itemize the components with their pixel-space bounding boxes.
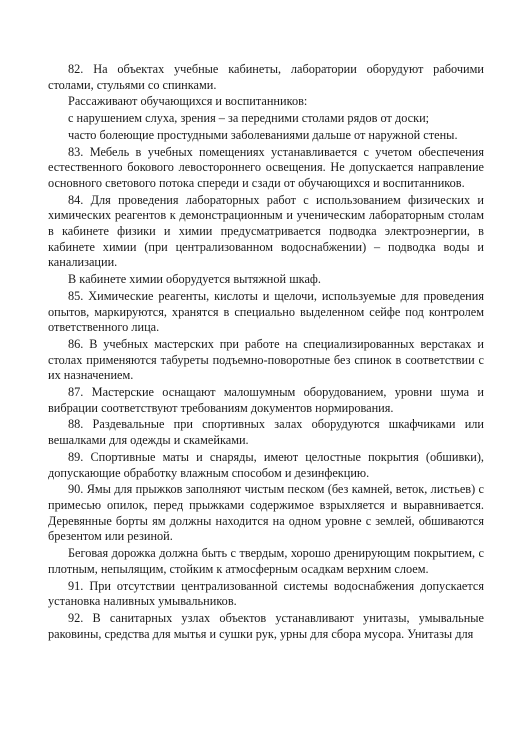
paragraph-84: 84. Для проведения лабораторных работ с использованием физических и химических реагентов к демонстрационным и ученическим лабораторным столам в кабинете физики и химии предусматривается подводка электроэнергии, в кабинете химии (при централизованном водоснабжении) – подводка воды и канализации. — [48, 192, 484, 270]
paragraph-seating-intro: Рассаживают обучающихся и воспитанников: — [68, 94, 308, 109]
paragraph-88: 88. Раздевальные при спортивных залах оборудуются шкафчиками или вешалками для одежды и скамейками. — [48, 417, 484, 448]
paragraph-82: 82. На объектах учебные кабинеты, лаборатории оборудуют рабочими столами, стульями со спинками. — [48, 62, 484, 92]
paragraph-seating-hearing: с нарушением слуха, зрения – за передними столами рядов от доски; — [68, 111, 430, 126]
paragraph-85: 85. Химические реагенты, кислоты и щелочи, используемые для проведения опытов, маркируются, хранятся в специально выделенном сейфе под контролем ответственного лица. — [48, 288, 484, 335]
paragraph-89: 89. Спортивные маты и снаряды, имеют целостные покрытия (обшивки), допускающие обработку влажным способом и дезинфекцию. — [48, 449, 484, 480]
paragraph-fume-hood: В кабинете химии оборудуется вытяжной шкаф. — [68, 272, 321, 287]
paragraph-87: 87. Мастерские оснащают малошумным оборудованием, уровни шума и вибрации соответствуют требованиям документов нормирования. — [48, 385, 484, 415]
paragraph-83: 83. Мебель в учебных помещениях устанавливается с учетом обеспечения естественного бокового левостороннего освещения. Не допускается направление основного светового потока спереди и сзади от обучающихся и воспитанников. — [48, 144, 484, 190]
paragraph-86: 86. В учебных мастерских при работе на специализированных верстаках и столах применяются табуреты подъемно-поворотные без спинок в соответствии с их назначением. — [48, 336, 484, 383]
paragraph-92: 92. В санитарных узлах объектов устанавливают унитазы, умывальные раковины, средства для мытья и сушки рук, урны для сбора мусора. Унитазы для — [48, 610, 484, 641]
paragraph-seating-ill: часто болеющие простудными заболеваниями дальше от наружной стены. — [68, 127, 458, 142]
paragraph-running-track: Беговая дорожка должна быть с твердым, хорошо дренирующим покрытием, с плотным, непылящим, стойким к атмосферным осадкам верхним слоем. — [48, 546, 484, 576]
paragraph-90: 90. Ямы для прыжков заполняют чистым песком (без камней, веток, листьев) с примесью опилок, перед прыжками содержимое взрыхляется и выравнивается. Деревянные борты ям должны находится на одном уровне с землей, обшиваются брезентом или резиной. — [48, 482, 484, 544]
paragraph-91: 91. При отсутствии централизованной системы водоснабжения допускается установка наливных умывальников. — [48, 578, 484, 609]
